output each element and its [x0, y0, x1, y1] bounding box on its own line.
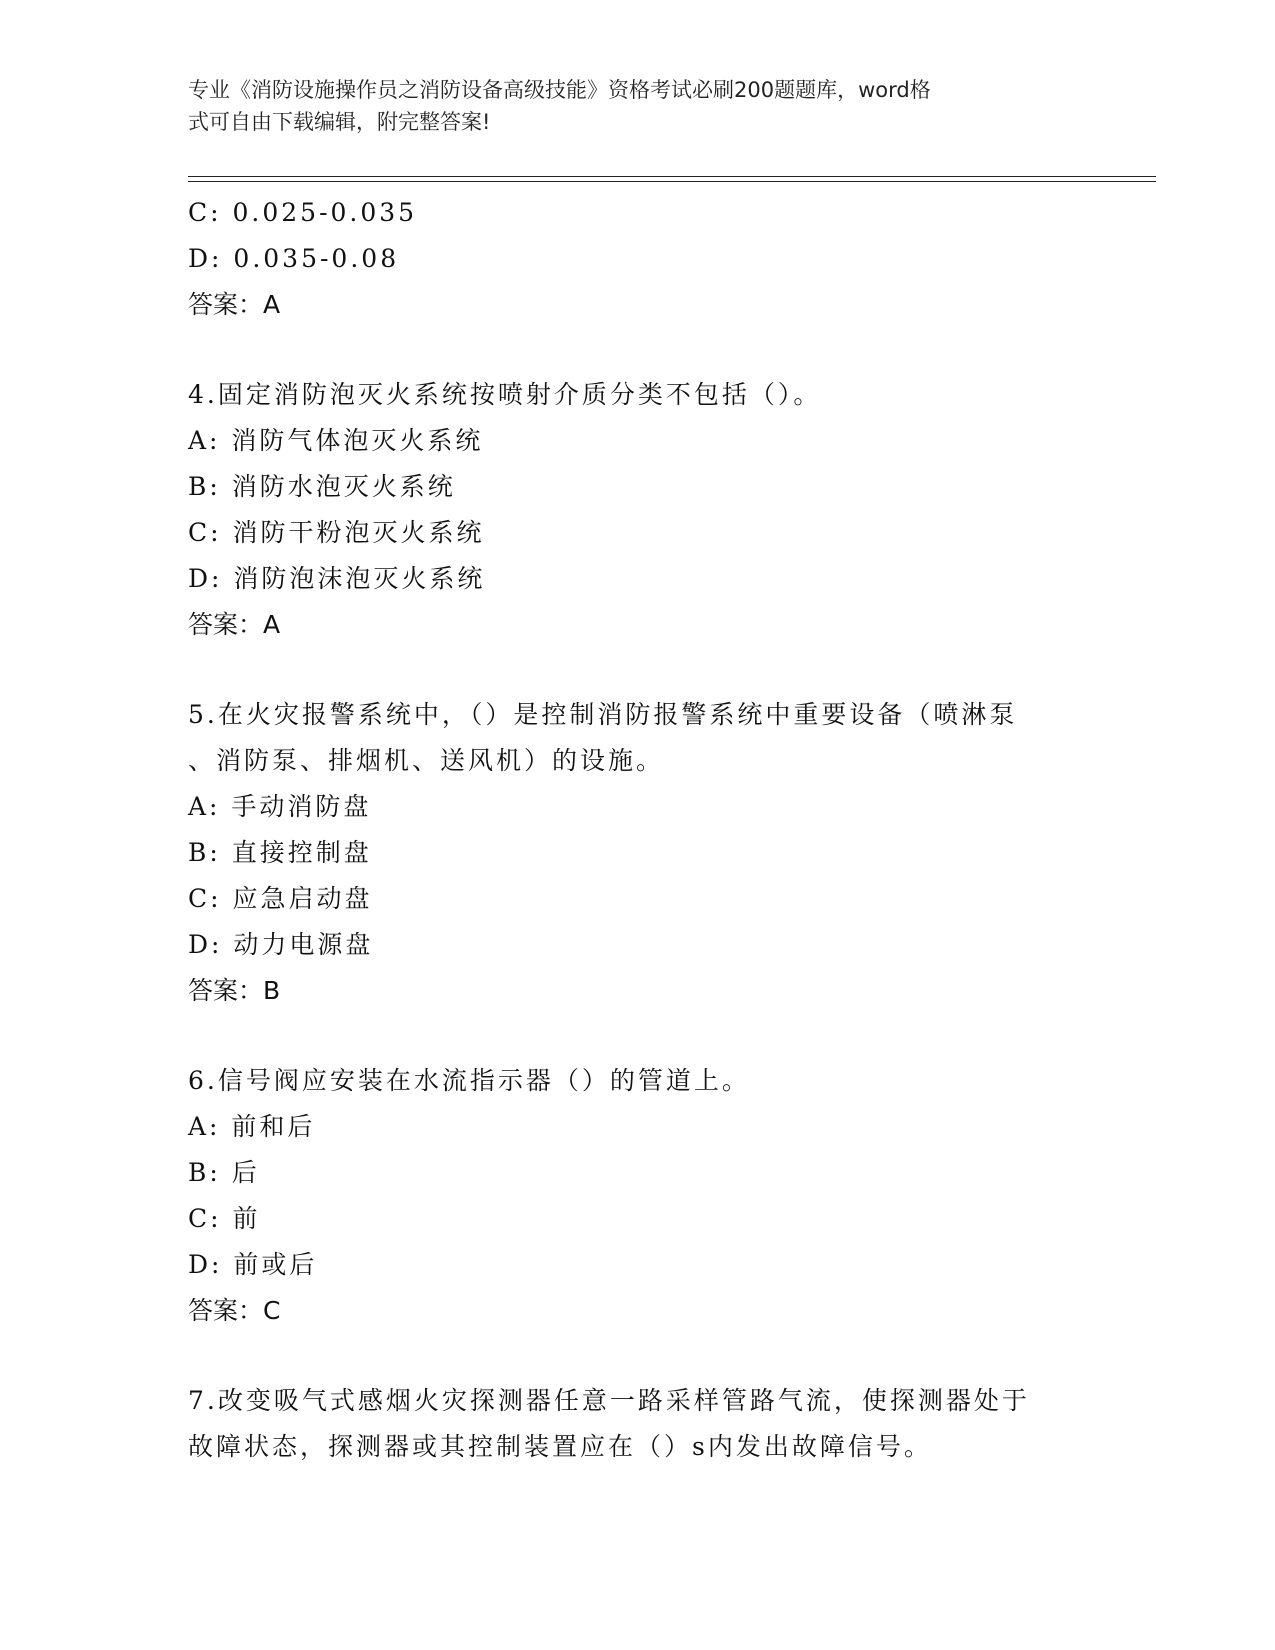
answer-label: 答案：: [188, 610, 264, 639]
question-stem: 4.固定消防泡灭火系统按喷射介质分类不包括（）。: [188, 380, 822, 409]
question-7: [188, 1378, 1088, 1470]
option-d: D: 动力电源盘: [188, 930, 374, 959]
question-stem-continued: 、消防泵、排烟机、送风机）的设施。: [188, 746, 665, 775]
document-header: [188, 74, 1068, 138]
answer-value: A: [263, 610, 281, 639]
answer-line: [188, 1288, 1088, 1334]
option-b: B: 消防水泡灭火系统: [188, 472, 456, 501]
option-c: C: 前: [188, 1204, 261, 1233]
answer-line: [188, 968, 1088, 1014]
option-a: A: 手动消防盘: [188, 792, 372, 821]
question-stem: 6.信号阀应安装在水流指示器（）的管道上。: [188, 1066, 750, 1095]
option-c: C: 应急启动盘: [188, 884, 373, 913]
header-divider-bottom: [188, 181, 1156, 182]
option-d: D: 0.035-0.08: [188, 244, 400, 273]
question-6: [188, 1058, 1088, 1334]
question-3-continued: [188, 190, 1088, 328]
answer-line: [188, 602, 1088, 648]
answer-line: [188, 282, 1088, 328]
option-c: C: 消防干粉泡灭火系统: [188, 518, 485, 547]
option-c: C: 0.025-0.035: [188, 198, 418, 227]
question-stem-continued: 故障状态，探测器或其控制装置应在（）s内发出故障信号。: [188, 1432, 932, 1461]
option-b: B: 后: [188, 1158, 260, 1187]
answer-label: 答案：: [188, 290, 264, 319]
option-d: D: 前或后: [188, 1250, 318, 1279]
option-b: B: 直接控制盘: [188, 838, 372, 867]
question-4: [188, 372, 1088, 648]
answer-value: A: [263, 290, 281, 319]
question-list: [188, 190, 1088, 1470]
answer-label: 答案：: [188, 976, 264, 1005]
question-5: [188, 692, 1088, 1014]
header-line-2: 式可自由下载编辑，附完整答案!: [188, 110, 491, 134]
answer-label: 答案：: [188, 1296, 264, 1325]
question-stem: 7.改变吸气式感烟火灾探测器任意一路采样管路气流，使探测器处于: [188, 1386, 1030, 1415]
option-a: A: 前和后: [188, 1112, 316, 1141]
header-divider-top: [188, 176, 1156, 177]
option-d: D: 消防泡沫泡灭火系统: [188, 564, 486, 593]
option-a: A: 消防气体泡灭火系统: [188, 426, 484, 455]
question-stem: 5.在火灾报警系统中，（）是控制消防报警系统中重要设备（喷淋泵: [188, 700, 1018, 729]
answer-value: B: [263, 976, 281, 1005]
header-line-1: 专业《消防设施操作员之消防设备高级技能》资格考试必刷200题题库，word格: [188, 78, 931, 102]
answer-value: C: [263, 1296, 281, 1325]
